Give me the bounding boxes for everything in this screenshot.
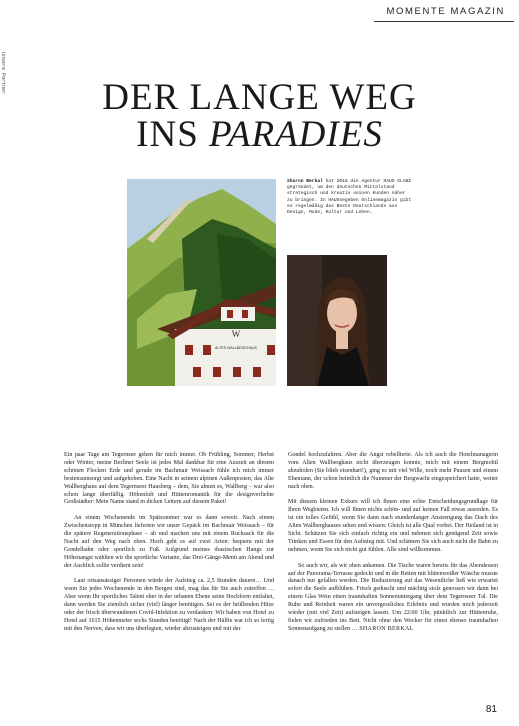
paragraph: Gondel hochzufahren. Aber die Angst rebellierte. Als ich auch die Hotelmanagerin vom Alten Wallberghaus nicht überzeugen konnte, mich mit einem Bergmobil abzuholen (Sie blieb eisenhart!), ging es mit viel Wille, noch mehr Pausen und einem Ehemann, der schon heimlich die Nummer der Bergwacht eingespeichert hatte, weiter nach oben. [288, 452, 498, 490]
article-column-1 [64, 452, 274, 642]
paragraph: Laut ortsansässiger Personen würde der Aufstieg ca. 2,5 Stunden dauern… Und wenn Sie jedes Wochenende in den Bergen sind, mag das für Sie auch zutreffen … Aber wenn Ihr sportliches Talent eher in der urbanen Ebene seine Hochform entfaltet, dann werden Sie ziemlich sicher (viel) länger benötigen. Sei es der brüllenden Hitze oder der frisch überwundenen Covid-Infektion zu verdanken: Wir haben von Hotel zu Hotel auf 1615 Höhenmeter sechs Stunden benötigt! Nach der Hälfte war ich so fertig mit den Nerven, dass wir uns überlegten, wieder abzusteigen und mit der [64, 578, 274, 632]
paragraph: Ein paar Tage am Tegernsee gehen für mich immer. Ob Frühling, Sommer, Herbst oder Winter, meine Berliner Seele ist jedes Mal dankbar für eine Auszeit an diesem schönen Flecken Erde und gerade im Bachmair Weissach fühle ich mich immer bestensumsorgt und aufgehoben. Eine Nacht in seinem alpinen Außenposten, das Alte Wallberghaus auf dem Tegernseer Hausberg – dem, Sie ahnen es, Wallberg – war also schon lange überfällig. Höhenluft und Hüttenromantik für die designverliebte Großstädter: Mein Name stand in dicken Lettern auf diesem Paket! [64, 452, 274, 506]
article-title [0, 76, 519, 155]
magazine-section-header: MOMENTE MAGAZIN [386, 6, 505, 17]
mountain-hut-illustration [127, 179, 276, 386]
author-portrait-illustration [287, 255, 387, 386]
title-line-2-prefix: INS [136, 113, 210, 155]
paragraph: Mit diesem kleinen Exkurs will ich Ihnen eine echte Entscheidungsgrundlage für Ihren Wegbieten. Ich will Ihnen nichts schön- und auf keinen Fall etwas ausreden. Es ist ein tolles Gefühl, wenn Sie dann nach stundenlanger Anstrengung das Dach des Alten Wallberghauses sehen und wissen: Gleich ist alle Qual vorbei. Der Heiland ist in Sicht. Schätzen Sie sich einfach richtig ein und nehmen sich genügend Zeit sowie Trinken und Essen für den Aufstieg mit. Und schämen Sie sich auch nicht die Bahn zu nehmen, wenn Sie sich nicht gut fühlen. Alle sind willkommen. [288, 499, 498, 553]
header-rule [374, 21, 514, 22]
page-number: 81 [485, 704, 497, 715]
title-line-2-italic: PARADIES [209, 113, 383, 155]
paragraph-final [288, 563, 498, 634]
author-bio [287, 179, 412, 216]
svg-text:W: W [231, 329, 241, 339]
paragraph-text: So auch wir, als wir oben ankamen. Die Tische waren bereits für das Abendessen auf der Panorama-Terrasse gedeckt und in die Betten mit blütenweißer Wäsche musste danach nur gefallen werden. Die Reduzierung auf das Wesentliche ließ wie erwartet sofort die Seele aufblühen. Frisch geduscht und mächtig stolz genossen wir dann bei einem Glas Wein einen traumhaften Sonnenuntergang über dem Tegernseer Tal. Die Ruhe und Reinheit waren ein unvergessliches Erlebnis und wurden mich jederzeit wieder (mit viel Zeit) aufsteigen lassen. Um 22:00 Uhr, pünktlich zur Hüttenruhe, fielen wir zufrieden ins Bett. Nicht ohne den Wecker für einen ebenso traumhaften Sonnenaufgang zu stellen … [288, 562, 498, 632]
author-bio-text: hat 2018 die Agentur HAUS GLANZ gegründet, um den deutschen Mittelstand strategisch und kreativ seinen Kunden näher zu bringen. In HAUSsegeben Onlinemagazin gibt es regelmäßig das Beste Deutschlands aus Design, Mode, Kultur und Leben. [287, 179, 412, 216]
title-line-2 [0, 113, 519, 155]
building-sign: ALTES WALLBERGHAUS [215, 346, 257, 350]
mountain-hut-photo [127, 179, 276, 386]
author-name: Sharon Berkal [287, 179, 323, 184]
byline: SHARON BERKAL [359, 625, 414, 632]
article-column-2 [288, 452, 498, 642]
paragraph: An einem Wochenende im Spätsommer war es dann soweit. Nach einem Zwischenstopp in München lieferten wir unser Gepäck im Bachmair Weissach – für die spätere Regenerationsphase – ab und machen uns mit einem Rucksack für die Nacht auf den Weg nach oben. Hoch geht es auf zwei Arten: bequem mit der Gondelbahn oder sportlich zu Fuß. Aufgrund meines drastischen Hangs zur Höhenangst wählten wir die sportliche Variante, das Drei-Gänge-Menü am Abend und der Ausblick sollte verdient sein! [64, 515, 274, 569]
side-label: Unsere Partner [0, 52, 6, 95]
author-portrait [287, 255, 387, 386]
title-line-1: DER LANGE WEG [102, 76, 417, 118]
